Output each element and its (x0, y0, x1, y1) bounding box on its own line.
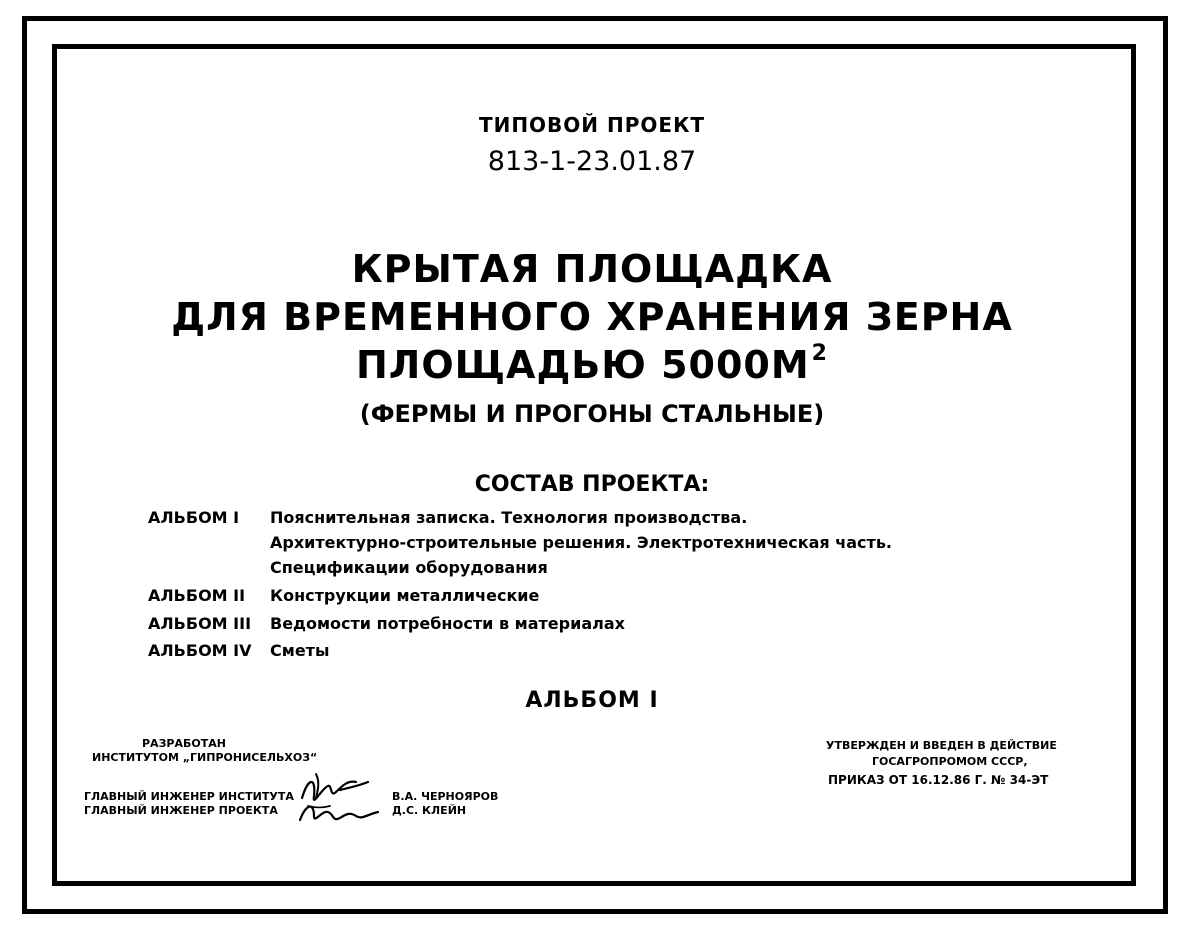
album-4-key: АЛЬБОМ IV (148, 641, 252, 660)
approval-line-2: ГОСАГРОПРОМОМ СССР, (872, 755, 1028, 768)
album-3-line-1: Ведомости потребности в материалах (270, 614, 625, 633)
title-line-3 (0, 341, 1184, 387)
handwritten-signatures (296, 768, 382, 828)
project-type-label: ТИПОВОЙ ПРОЕКТ (478, 113, 706, 137)
title-line-1: КРЫТАЯ ПЛОЩАДКА (351, 247, 833, 291)
subtitle: (ФЕРМЫ И ПРОГОНЫ СТАЛЬНЫЕ) (359, 400, 825, 428)
developer-line-2: ИНСТИТУТОМ „ГИПРОНИСЕЛЬХОЗ“ (92, 751, 318, 764)
signatory-name-1: В.А. ЧЕРНОЯРОВ (392, 790, 499, 803)
album-1-line-2: Архитектурно-строительные решения. Электротехническая часть. (270, 533, 893, 552)
approval-line-1: УТВЕРЖДЕН И ВВЕДЕН В ДЕЙСТВИЕ (826, 739, 1057, 752)
album-2-line-1: Конструкции металлические (270, 586, 540, 605)
album-1-line-1: Пояснительная записка. Технология производства. (270, 508, 748, 527)
album-1-line-3: Спецификации оборудования (270, 558, 548, 577)
signatory-role-2: ГЛАВНЫЙ ИНЖЕНЕР ПРОЕКТА (84, 804, 278, 817)
project-code: 813-1-23.01.87 (487, 146, 697, 177)
album-3-key: АЛЬБОМ III (148, 614, 252, 633)
approval-line-3: ПРИКАЗ ОТ 16.12.86 Г. № 34-ЭТ (828, 773, 1049, 787)
composition-heading: СОСТАВ ПРОЕКТА: (474, 472, 710, 497)
album-1-key: АЛЬБОМ I (148, 508, 240, 527)
area-superscript: 2 (811, 341, 828, 366)
album-2-key: АЛЬБОМ II (148, 586, 246, 605)
signatory-name-2: Д.С. КЛЕЙН (392, 804, 467, 817)
developer-line-1: РАЗРАБОТАН (142, 737, 226, 750)
album-4-line-1: Сметы (270, 641, 330, 660)
title-line-2: ДЛЯ ВРЕМЕННОГО ХРАНЕНИЯ ЗЕРНА (171, 295, 1013, 339)
title-line-3-text: ПЛОЩАДЬЮ 5000М (356, 343, 810, 387)
current-album: АЛЬБОМ I (525, 688, 659, 713)
signatory-role-1: ГЛАВНЫЙ ИНЖЕНЕР ИНСТИТУТА (84, 790, 294, 803)
